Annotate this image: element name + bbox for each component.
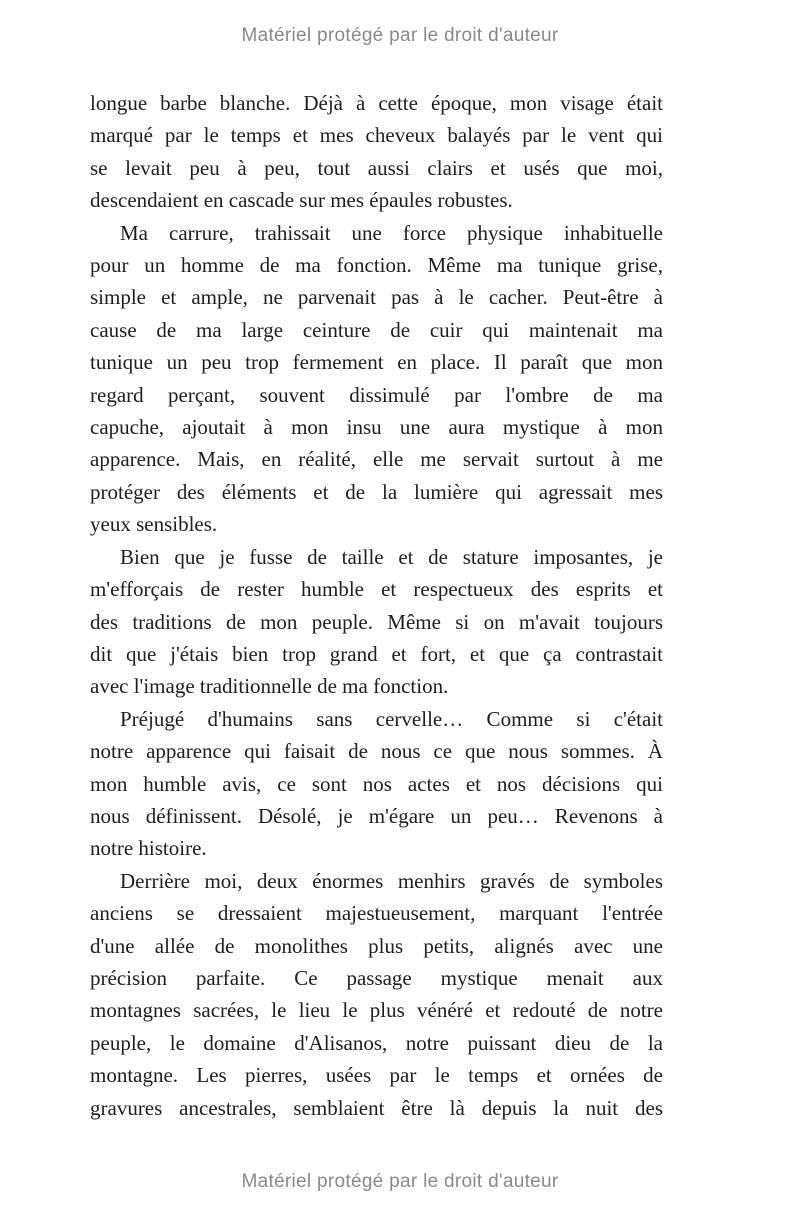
text-line: dit que j'étais bien trop grand et fort, et que ça contrastait	[90, 641, 663, 666]
text-line: Préjugé d'humains sans cervelle… Comme si c'était	[120, 706, 663, 731]
text-line: simple et ample, ne parvenait pas à le cacher. Peut-être à	[90, 285, 663, 310]
text-line: pour un homme de ma fonction. Même ma tunique grise,	[90, 253, 663, 278]
paragraph	[90, 703, 663, 865]
text-line: des traditions de mon peuple. Même si on m'avait toujours	[90, 609, 663, 634]
text-line: montagnes sacrées, le lieu le plus vénéré et redouté de notre	[90, 998, 663, 1023]
text-line: longue barbe blanche. Déjà à cette époque, mon visage était	[90, 91, 663, 115]
text-line: gravures ancestrales, semblaient être là depuis la nuit des	[90, 1095, 663, 1120]
text-line: apparence. Mais, en réalité, elle me servait surtout à me	[90, 447, 663, 472]
text-line: marqué par le temps et mes cheveux balayés par le vent qui	[90, 123, 663, 148]
text-line: mon humble avis, ce sont nos actes et nos décisions qui	[90, 771, 663, 796]
paragraph	[90, 217, 663, 541]
text-line: d'une allée de monolithes plus petits, alignés avec une	[90, 933, 663, 958]
paragraph	[90, 87, 663, 217]
paragraph	[90, 865, 663, 1124]
text-line: montagne. Les pierres, usées par le temps et ornées de	[90, 1063, 663, 1088]
text-line: capuche, ajoutait à mon insu une aura mystique à mon	[90, 415, 663, 440]
copyright-notice-top: Matériel protégé par le droit d'auteur	[241, 25, 559, 46]
text-line: protéger des éléments et de la lumière qui agressait mes	[90, 479, 663, 504]
text-line: cause de ma large ceinture de cuir qui maintenait ma	[90, 317, 663, 342]
page-text	[90, 87, 663, 1124]
text-line: précision parfaite. Ce passage mystique menait aux	[90, 965, 663, 990]
text-line: yeux sensibles.	[90, 512, 218, 537]
text-line: notre histoire.	[90, 836, 207, 861]
copyright-notice-bottom: Matériel protégé par le droit d'auteur	[241, 1171, 559, 1192]
text-line: descendaient en cascade sur mes épaules robustes.	[90, 188, 513, 213]
text-line: se levait peu à peu, tout aussi clairs et usés que moi,	[90, 155, 663, 180]
text-line: notre apparence qui faisait de nous ce que nous sommes. À	[90, 739, 663, 764]
text-line: avec l'image traditionnelle de ma fonction.	[90, 674, 449, 699]
text-line: Bien que je fusse de taille et de stature imposantes, je	[120, 544, 663, 569]
text-line: Derrière moi, deux énormes menhirs gravés de symboles	[120, 868, 663, 893]
text-line: regard perçant, souvent dissimulé par l'ombre de ma	[90, 382, 663, 407]
text-line: Ma carrure, trahissait une force physique inhabituelle	[120, 220, 663, 245]
text-line: peuple, le domaine d'Alisanos, notre puissant dieu de la	[90, 1030, 663, 1055]
paragraph	[90, 541, 663, 703]
text-line: anciens se dressaient majestueusement, marquant l'entrée	[90, 901, 663, 926]
text-line: nous définissent. Désolé, je m'égare un peu… Revenons à	[90, 803, 663, 828]
text-line: m'efforçais de rester humble et respectueux des esprits et	[90, 577, 663, 602]
text-line: tunique un peu trop fermement en place. Il paraît que mon	[90, 350, 663, 375]
